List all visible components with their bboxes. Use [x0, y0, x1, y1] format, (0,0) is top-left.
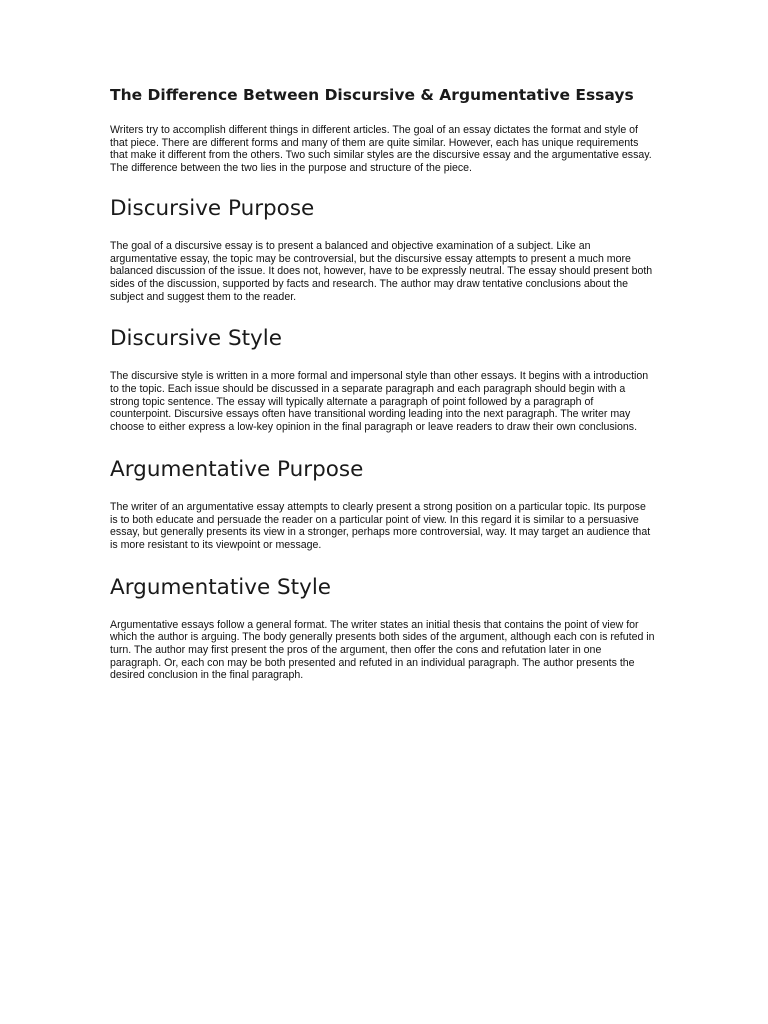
heading-discursive-purpose: Discursive Purpose	[110, 195, 315, 221]
paragraph-argumentative-purpose: The writer of an argumentative essay attempts to clearly present a strong position on a particular topic. Its purpose is to both educate and persuade the reader on a particular point of view. In this regard it is similar to a persuasive essay, but generally presents its view in a stronger, perhaps more controversial, way. It may target an audience that is more resistant to its viewpoint or message.	[110, 500, 651, 551]
heading-argumentative-purpose: Argumentative Purpose	[110, 456, 364, 482]
paragraph-discursive-purpose: The goal of a discursive essay is to present a balanced and objective examination of a subject. Like an argumentative essay, the topic may be controversial, but the discursive essay attempts to present a much more balanced discussion of the issue. It does not, however, have to be expressly neutral. The essay should present both sides of the discussion, supported by facts and research. The author may draw tentative conclusions about the subject and suggest them to the reader.	[110, 239, 653, 303]
heading-discursive-style: Discursive Style	[110, 326, 282, 352]
heading-argumentative-style: Argumentative Style	[110, 574, 332, 600]
document-title: The Difference Between Discursive & Argumentative Essays	[110, 86, 634, 104]
paragraph-discursive-style: The discursive style is written in a more formal and impersonal style than other essays. It begins with a introduction to the topic. Each issue should be discussed in a separate paragraph and each paragraph should begin with a strong topic sentence. The essay will typically alternate a paragraph of point followed by a paragraph of counterpoint. Discursive essays often have transitional wording leading into the next paragraph. The writer may choose to either express a low-key opinion in the final paragraph or leave readers to draw their own conclusions.	[110, 370, 649, 434]
document-page	[110, 86, 655, 682]
intro-paragraph: Writers try to accomplish different things in different articles. The goal of an essay dictates the format and style of that piece. There are different forms and many of them are quite similar. However, each has unique requirements that make it different from the others. Two such similar styles are the discursive essay and the argumentative essay. The difference between the two lies in the purpose and structure of the piece.	[110, 124, 652, 175]
paragraph-argumentative-style: Argumentative essays follow a general format. The writer states an initial thesis that contains the point of view for which the author is arguing. The body generally presents both sides of the argument, although each con is refuted in turn. The author may first present the pros of the argument, then offer the cons and refutation later in one paragraph. Or, each con may be both presented and refuted in an individual paragraph. The author presents the desired conclusion in the final paragraph.	[110, 618, 655, 682]
